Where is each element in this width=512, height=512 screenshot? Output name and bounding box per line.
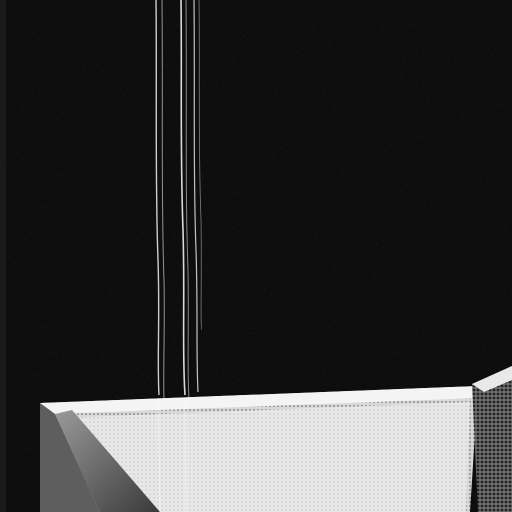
right-block-object bbox=[472, 366, 512, 512]
left-edge-strip bbox=[0, 0, 6, 512]
white-tray-object bbox=[40, 386, 480, 512]
